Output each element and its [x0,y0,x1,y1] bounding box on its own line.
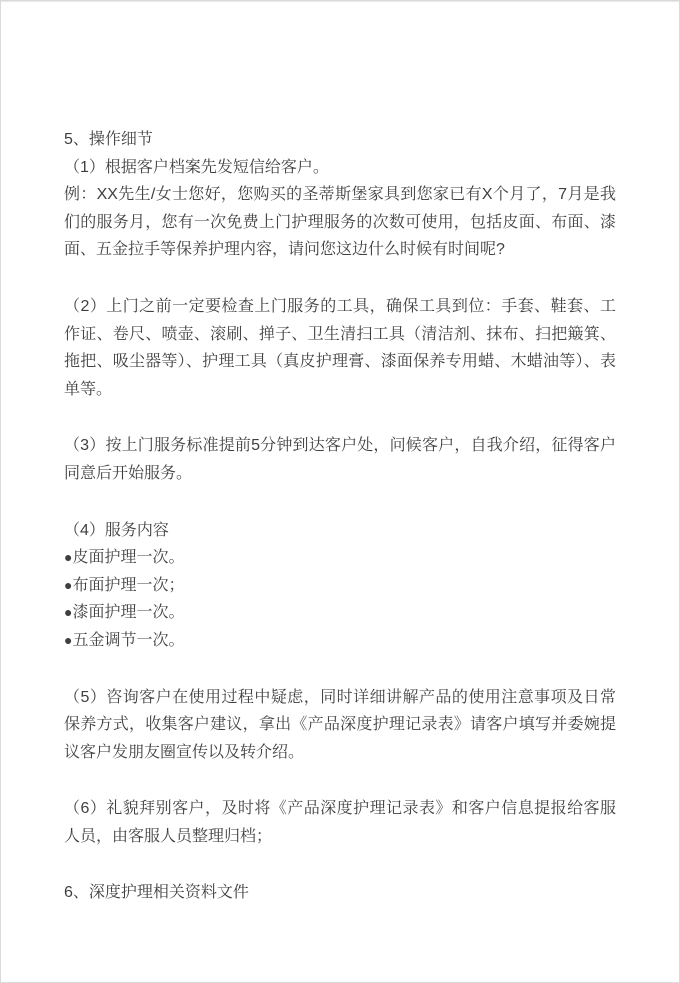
page-content [1,1,679,907]
service-item-label: 布面护理一次； [72,576,185,594]
step-5-paragraph: （5）咨询客户在使用过程中疑虑，同时详细讲解产品的使用注意事项及日常保养方式，收集客户建议，拿出《产品深度护理记录表》请客户填写并委婉提议客户发朋友圈宣传以及转介绍。 [64,688,616,761]
service-items-list [64,544,616,654]
step-1-paragraph: （1）根据客户档案先发短信给客户。 [64,158,329,176]
service-item-label: 五金调节一次。 [72,631,185,649]
bullet-icon: ● [64,631,73,648]
bullet-icon: ● [64,576,73,593]
sms-example-paragraph: 例：XX先生/女士您好，您购买的圣蒂斯堡家具到您家已有X个月了，7月是我们的服务月，您有一次免费上门护理服务的次数可使用，包括皮面、布面、漆面、五金拉手等保养护理内容，请问您这边什么时候有时间呢? [64,186,616,259]
list-item [64,599,616,627]
step-3-paragraph: （3）按上门服务标准提前5分钟到达客户处，问候客户，自我介绍，征得客户同意后开始服务。 [64,437,616,482]
section-6-heading: 6、深度护理相关资料文件 [64,884,249,902]
list-item [64,544,616,572]
list-item [64,627,616,655]
section-5-heading: 5、操作细节 [64,131,153,148]
step-2-paragraph: （2）上门之前一定要检查上门服务的工具，确保工具到位：手套、鞋套、工作证、卷尺、喷壶、滚刷、掸子、卫生清扫工具（清洁剂、抹布、扫把簸箕、拖把、吸尘器等）、护理工具（真皮护理膏、漆面保养专用蜡、木蜡油等）、表单等。 [64,297,616,398]
service-item-label: 漆面护理一次。 [72,604,185,622]
step-4-heading: （4）服务内容 [64,521,169,539]
bullet-icon: ● [64,604,73,621]
service-item-label: 皮面护理一次。 [72,549,185,567]
step-6-paragraph: （6）礼貌拜别客户，及时将《产品深度护理记录表》和客户信息提报给客服人员，由客服人员整理归档； [64,800,616,845]
list-item [64,572,616,600]
bullet-icon: ● [64,549,73,566]
